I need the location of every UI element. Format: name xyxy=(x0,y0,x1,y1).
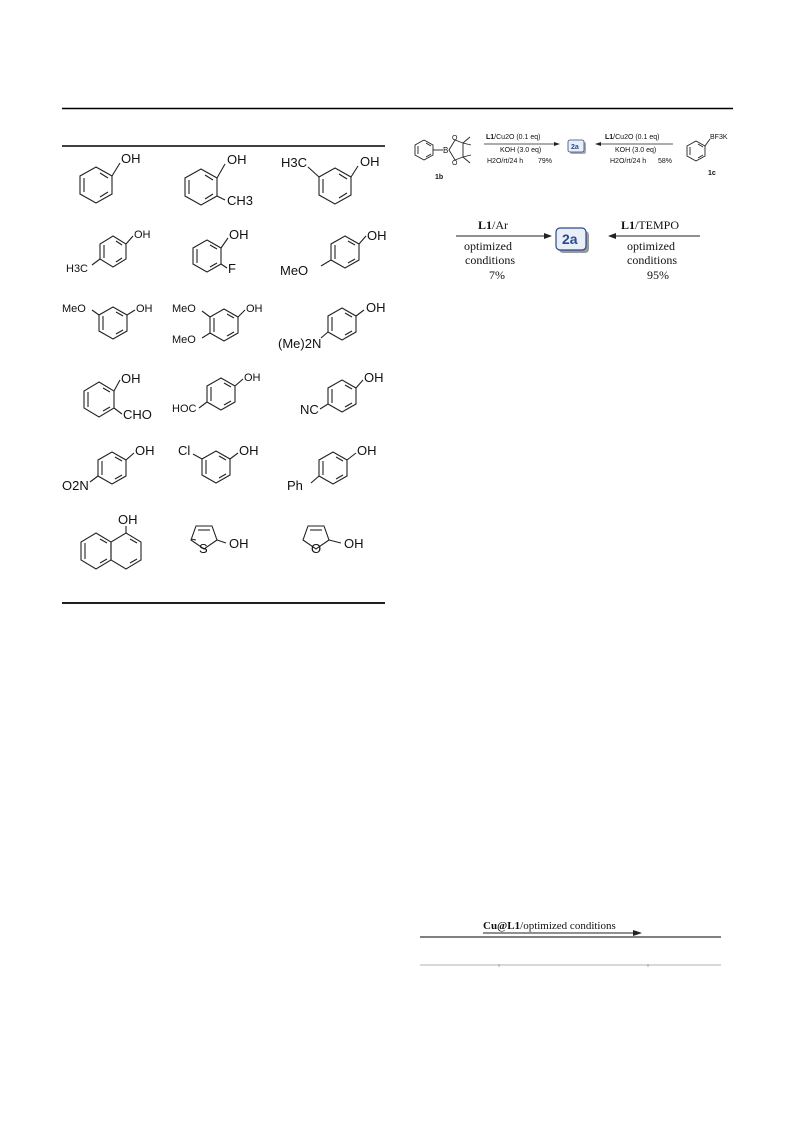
dimethoxyphenol-meo-2: MeO xyxy=(172,334,196,346)
3-methoxyphenol-oh: OH xyxy=(136,303,153,315)
chlorophenol-cl: Cl xyxy=(178,443,191,458)
control-product-label: 2a xyxy=(562,231,578,247)
structure-1c xyxy=(687,139,710,161)
p-cresol-h3c: H3C xyxy=(66,263,89,275)
structure-1-naphthol xyxy=(81,526,141,569)
hydroxybenzaldehyde-hoc: HOC xyxy=(172,403,197,415)
methoxyphenol-oh: OH xyxy=(367,228,387,243)
structure-2-hydroxyfuran xyxy=(303,526,341,549)
furan-o: O xyxy=(311,541,322,556)
substrate-table xyxy=(0,0,400,620)
control-right-arrow-head xyxy=(608,233,616,239)
control-left-line1: L1/Ar xyxy=(478,218,509,232)
right-arrow-line1: L1/Cu2O (0.1 eq) xyxy=(605,134,660,141)
right-arrow-line2: KOH (3.0 eq) xyxy=(615,147,657,154)
chlorophenol-oh: OH xyxy=(239,443,259,458)
structure-3-chlorophenol xyxy=(193,451,238,483)
aminophenol-nme2: (Me)2N xyxy=(278,336,322,351)
structure-salicylaldehyde xyxy=(84,380,122,417)
1b-oxygen-1: O xyxy=(452,135,458,142)
control-left-yield: 7% xyxy=(489,268,505,282)
fluorophenol-f: F xyxy=(228,261,236,276)
bottom-scheme-fragment xyxy=(415,912,730,972)
left-arrow-line2: KOH (3.0 eq) xyxy=(500,147,542,154)
left-arrow-yield: 79% xyxy=(538,158,553,165)
m-cresol-oh: OH xyxy=(360,154,380,169)
nitrophenol-o2n: O2N xyxy=(62,478,89,493)
right-arrow-line3: H2O/rt/24 h xyxy=(610,158,647,165)
compound-label-1b: 1b xyxy=(435,174,444,181)
right-arrow-head xyxy=(595,142,601,146)
furan-oh: OH xyxy=(344,536,364,551)
control-left-line2: optimized xyxy=(464,239,512,253)
compound-label-1c: 1c xyxy=(708,170,716,177)
control-left-arrow-head xyxy=(544,233,552,239)
control-right-line2: optimized xyxy=(627,239,675,253)
scheme-boronate-trifluoroborate xyxy=(400,115,740,185)
1b-oxygen-2: O xyxy=(452,160,458,167)
thiophene-s: S xyxy=(199,541,208,556)
thiophene-oh: OH xyxy=(229,536,249,551)
cyanophenol-oh: OH xyxy=(364,370,384,385)
right-arrow-yield: 58% xyxy=(658,158,673,165)
scheme-control-experiments xyxy=(440,205,720,290)
cyanophenol-nc: NC xyxy=(300,402,319,417)
1c-bf3k: BF3K xyxy=(710,134,728,141)
structure-2-hydroxythiophene xyxy=(191,526,226,549)
aminophenol-oh: OH xyxy=(366,300,386,315)
control-right-line1: L1/TEMPO xyxy=(621,218,680,232)
structure-phenol xyxy=(80,163,120,203)
product-2a-label: 2a xyxy=(571,144,579,151)
left-arrow-line3: H2O/rt/24 h xyxy=(487,158,524,165)
1b-boron: B xyxy=(443,146,449,155)
structure-3-methoxyphenol xyxy=(92,307,135,339)
o-cresol-oh: OH xyxy=(227,152,247,167)
3-methoxyphenol-meo: MeO xyxy=(62,303,86,315)
phenylphenol-ph: Ph xyxy=(287,478,303,493)
methoxyphenol-meo: MeO xyxy=(280,263,309,278)
structure-2-fluorophenol xyxy=(193,238,228,272)
m-cresol-h3c: H3C xyxy=(281,155,308,170)
structure-4-methoxyphenol xyxy=(321,236,366,268)
structure-m-cresol xyxy=(308,166,358,204)
structure-4-cyanophenol xyxy=(320,380,363,412)
nitrophenol-oh: OH xyxy=(135,443,155,458)
bottom-arrow-head xyxy=(633,930,642,936)
hydroxybenzaldehyde-oh: OH xyxy=(244,372,261,384)
p-cresol-oh: OH xyxy=(134,229,151,241)
phenol-oh: OH xyxy=(121,151,141,166)
structure-p-cresol xyxy=(92,236,133,267)
phenylphenol-oh: OH xyxy=(357,443,377,458)
control-right-yield: 95% xyxy=(647,268,669,282)
structure-4-hydroxybenzaldehyde xyxy=(199,378,243,410)
structure-4-nitrophenol xyxy=(90,452,134,484)
fluorophenol-oh: OH xyxy=(229,227,249,242)
left-arrow-line1: L1/Cu2O (0.1 eq) xyxy=(486,134,541,141)
o-cresol-ch3: CH3 xyxy=(227,193,254,208)
structure-3-4-dimethoxyphenol xyxy=(202,309,245,341)
salicylaldehyde-cho: CHO xyxy=(123,407,152,422)
structure-4-phenylphenol xyxy=(311,452,356,484)
salicylaldehyde-oh: OH xyxy=(121,371,141,386)
left-arrow-head xyxy=(554,142,560,146)
naphthol-oh: OH xyxy=(118,512,138,527)
structure-o-cresol xyxy=(185,164,225,205)
bottom-arrow-label: Cu@L1/optimized conditions xyxy=(483,920,616,932)
dimethoxyphenol-meo-1: MeO xyxy=(172,303,196,315)
dimethoxyphenol-oh: OH xyxy=(246,303,263,315)
structure-4-dimethylaminophenol xyxy=(321,308,364,340)
control-left-line3: conditions xyxy=(465,253,515,267)
control-right-line3: conditions xyxy=(627,253,677,267)
